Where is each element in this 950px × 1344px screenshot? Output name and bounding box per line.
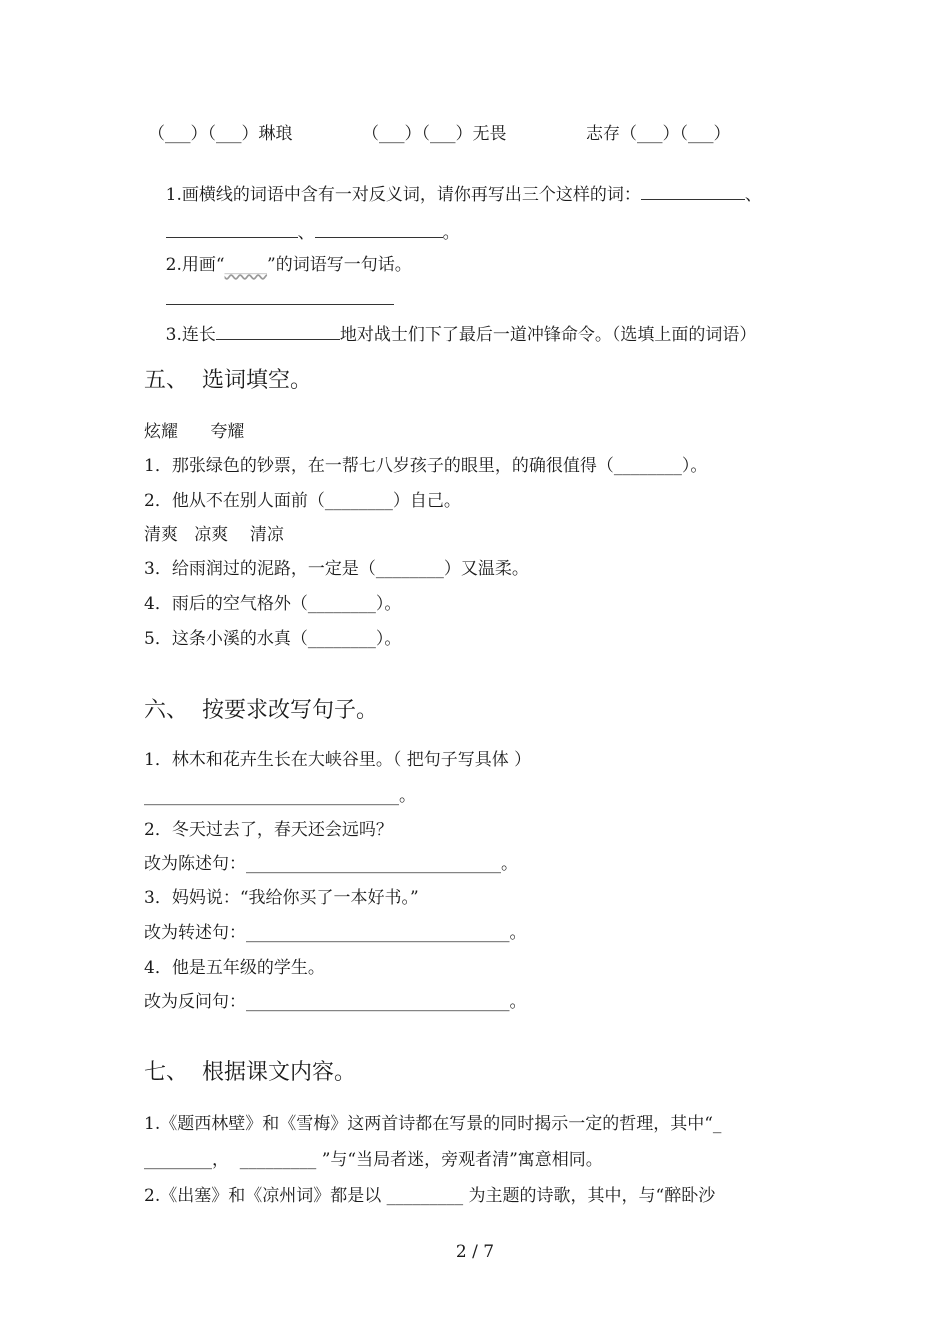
word-group-2: （___）（___）无畏 xyxy=(362,124,507,144)
s6-question-4: 4．他是五年级的学生。 xyxy=(144,958,325,978)
s4-question-3 xyxy=(144,297,756,371)
s4-q1-blank-1[interactable] xyxy=(641,181,745,200)
s5-word-choices-1: 炫耀 夸耀 xyxy=(144,422,245,442)
s4-q1-sep1: 、 xyxy=(744,185,762,205)
s4-q2-post: ”的词语写一句话。 xyxy=(267,255,412,275)
s4-q3-pre: 3.连长 xyxy=(165,325,216,345)
s4-q3-post: 地对战士们下了最后一道冲锋命令。（选填上面的词语） xyxy=(339,325,757,345)
s5-question-2: 2．他从不在别人面前（________）自己。 xyxy=(144,491,461,511)
s5-question-1: 1．那张绿色的钞票，在一帮七八岁孩子的眼里，的确很值得（________）。 xyxy=(144,456,708,476)
s6-question-4-answer[interactable]: 改为反问句：_______________________________。 xyxy=(144,992,527,1012)
s7-question-1: 1.《题西林壁》和《雪梅》这两首诗都在写景的同时揭示一定的哲理，其中“_ xyxy=(144,1114,722,1134)
s5-question-5: 5．这条小溪的水真（________）。 xyxy=(144,629,402,649)
s5-question-3: 3．给雨润过的泥路，一定是（________）又温柔。 xyxy=(144,559,529,579)
section-6-title: 六、 按要求改写句子。 xyxy=(144,698,378,723)
s4-q1-sep2: 、 xyxy=(297,223,315,243)
section-5-title: 五、 选词填空。 xyxy=(144,368,312,393)
s7-question-2: 2.《出塞》和《凉州词》都是以 _________ 为主题的诗歌，其中，与“醉卧沙 xyxy=(144,1186,716,1206)
s4-q1-text: 1.画横线的词语中含有一对反义词，请你再写出三个这样的词： xyxy=(165,185,641,205)
s6-question-3: 3．妈妈说：“我给你买了一本好书。” xyxy=(144,888,419,908)
s5-question-4: 4．雨后的空气格外（________）。 xyxy=(144,594,402,614)
page-number: 2 / 7 xyxy=(455,1242,495,1262)
s4-q2-wavy-mark: _____ xyxy=(224,255,268,275)
s6-question-2-answer[interactable]: 改为陈述句：______________________________。 xyxy=(144,854,518,874)
s6-question-1-answer[interactable]: ______________________________。 xyxy=(144,786,416,806)
word-group-1: （___）（___）琳琅 xyxy=(148,124,293,144)
word-group-3: 志存（___）（___） xyxy=(586,124,731,144)
s4-q2-pre: 2.用画“ xyxy=(165,255,225,275)
s6-question-2: 2．冬天过去了，春天还会远吗？ xyxy=(144,820,393,840)
section-7-title: 七、 根据课文内容。 xyxy=(144,1060,356,1085)
s6-question-1: 1．林木和花卉生长在大峡谷里。（ 把句子写具体 ） xyxy=(144,750,532,770)
s5-word-choices-2: 清爽 凉爽 清凉 xyxy=(144,525,284,545)
s6-question-3-answer[interactable]: 改为转述句：_______________________________。 xyxy=(144,923,527,943)
s4-q3-blank[interactable] xyxy=(216,321,340,340)
s4-q1-end: 。 xyxy=(442,223,460,243)
s7-question-1-cont: ________， _________ ”与“当局者迷，旁观者清”寓意相同。 xyxy=(144,1150,603,1170)
